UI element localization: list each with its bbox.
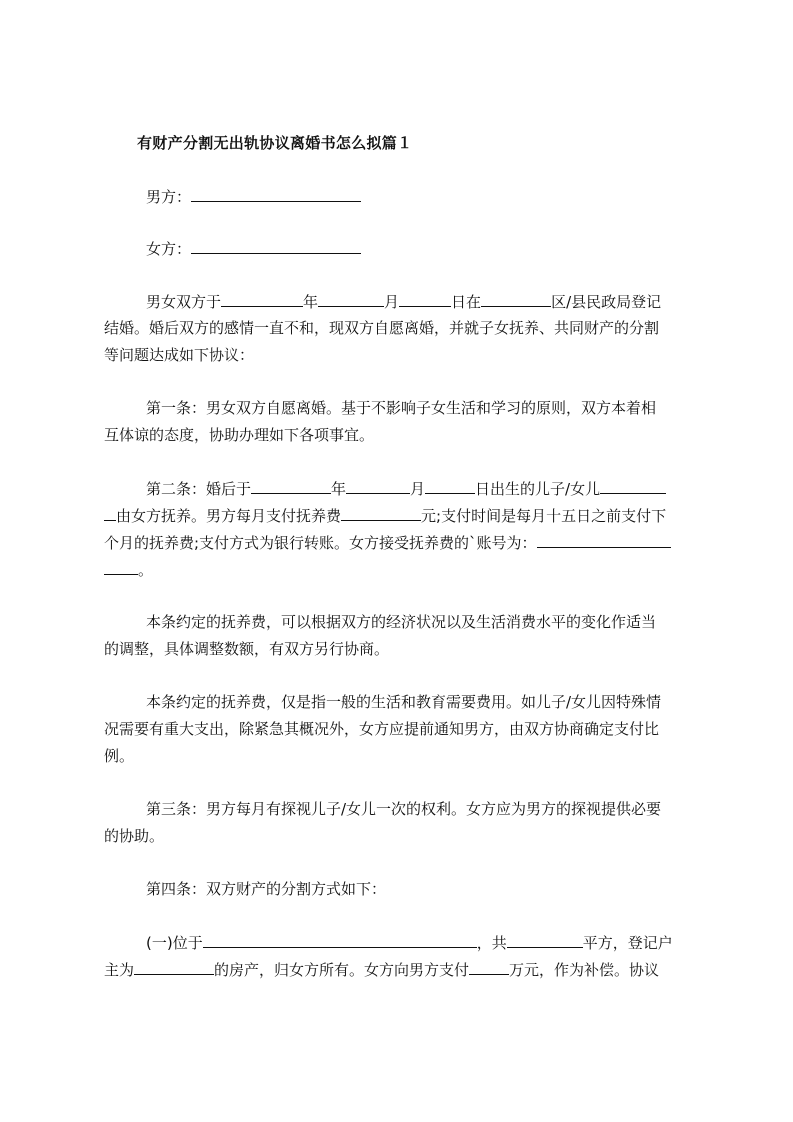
property-item-1-line-1 [146, 932, 702, 953]
text-segment: 男女双方于 [146, 293, 222, 311]
property-area-blank[interactable] [507, 932, 583, 948]
child-name-blank[interactable] [600, 478, 666, 494]
man-party-label: 男方： [146, 188, 192, 206]
article-1-line-1: 第一条：男女双方自愿离婚。基于不影响子女生活和学习的原则，双方本着相 [146, 399, 657, 417]
birth-month-blank[interactable] [346, 478, 410, 494]
text-segment: 年 [331, 480, 347, 498]
man-party-blank[interactable] [191, 186, 361, 202]
month-blank[interactable] [318, 291, 384, 307]
article-2-line-4 [104, 559, 702, 580]
expense-paragraph-line-1: 本条约定的抚养费，仅是指一般的生活和教育需要费用。如儿子/女儿因特殊情 [146, 693, 662, 711]
support-amount-blank[interactable] [341, 505, 421, 521]
birth-day-blank[interactable] [425, 478, 475, 494]
adjust-paragraph-line-2: 的调整，具体调整数额，有双方另行协商。 [104, 640, 390, 658]
text-segment: 个月的抚养费;支付方式为银行转账。女方接受抚养费的`账号为： [104, 534, 537, 552]
paragraph-intro-line-2: 结婚。婚后双方的感情一直不和，现双方自愿离婚，并就子女抚养、共同财产的分割 [104, 319, 660, 337]
district-blank[interactable] [481, 291, 551, 307]
article-2-line-2 [104, 505, 702, 526]
text-segment: 万元，作为补偿。协议 [509, 961, 660, 979]
article-2-line-3 [104, 532, 702, 553]
adjust-paragraph-line-1: 本条约定的抚养费，可以根据双方的经济状况以及生活消费水平的变化作适当 [146, 613, 657, 631]
day-blank[interactable] [399, 291, 451, 307]
text-segment: ，共 [476, 934, 507, 952]
expense-paragraph-line-2: 况需要有重大支出，除紧急其概况外，女方应提前通知男方，由双方协商确定支付比 [104, 720, 660, 738]
text-segment: 主为 [104, 961, 135, 979]
text-segment: 。 [138, 561, 154, 579]
text-segment: 日出生的儿子/女儿 [475, 480, 601, 498]
text-segment: 平方，登记户 [582, 934, 673, 952]
woman-party-line [146, 238, 744, 259]
account-number-blank-cont[interactable] [104, 559, 138, 575]
text-segment: 月 [410, 480, 426, 498]
article-3-line-1: 第三条：男方每月有探视儿子/女儿一次的权利。女方应为男方的探视提供必要 [146, 800, 662, 818]
property-item-1-line-2 [104, 959, 702, 980]
paragraph-intro-line-1 [146, 291, 702, 312]
article-3-line-2: 的协助。 [104, 827, 165, 845]
text-segment: 由女方抚养。男方每月支付抚养费 [116, 507, 342, 525]
account-number-blank[interactable] [537, 532, 671, 548]
text-segment: 区/县民政局登记 [551, 293, 662, 311]
article-1-line-2: 互体谅的态度，协助办理如下各项事宜。 [104, 426, 375, 444]
expense-paragraph-line-3: 例。 [104, 747, 135, 765]
year-blank[interactable] [221, 291, 303, 307]
property-location-blank[interactable] [203, 932, 477, 948]
compensation-blank[interactable] [469, 959, 509, 975]
woman-party-label: 女方： [146, 240, 192, 258]
owner-name-blank[interactable] [134, 959, 214, 975]
paragraph-intro-line-3: 等问题达成如下协议： [104, 346, 255, 364]
article-4-heading: 第四条：双方财产的分割方式如下： [146, 880, 387, 898]
text-segment: 日在 [451, 293, 482, 311]
text-segment: 年 [303, 293, 319, 311]
woman-party-blank[interactable] [191, 238, 361, 254]
man-party-line [146, 186, 744, 207]
text-segment: 月 [384, 293, 400, 311]
document-title: 有财产分割无出轨协议离婚书怎么拟篇１ [137, 134, 413, 152]
text-segment: (一)位于 [146, 934, 203, 952]
article-2-line-1 [146, 478, 702, 499]
birth-year-blank[interactable] [251, 478, 331, 494]
child-name-blank-cont[interactable] [104, 505, 116, 521]
text-segment: 的房产，归女方所有。女方向男方支付 [214, 961, 470, 979]
text-segment: 元;支付时间是每月十五日之前支付下 [421, 507, 667, 525]
text-segment: 第二条：婚后于 [146, 480, 252, 498]
